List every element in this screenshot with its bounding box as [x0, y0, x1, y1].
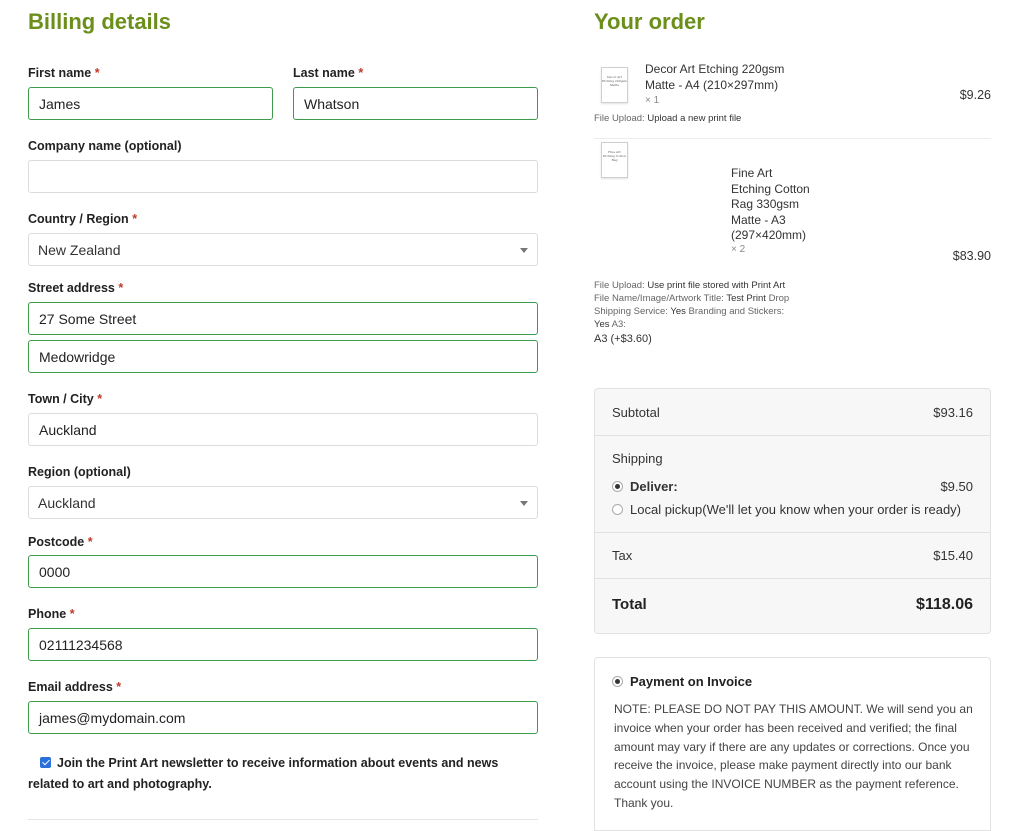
payment-methods [594, 657, 991, 831]
street-label: Street address * [28, 281, 124, 295]
shipping-option-deliver[interactable]: Deliver: $9.50 [612, 479, 973, 494]
product-name: Decor Art Etching 220gsm Matte - A4 (210×297mm) [645, 62, 785, 92]
divider [594, 138, 991, 139]
postcode-label: Postcode * [28, 535, 93, 549]
phone-input[interactable]: 02111234568 [28, 628, 538, 661]
tax-row: Tax $15.40 [612, 548, 973, 563]
divider [595, 435, 990, 436]
product-quantity: × 1 [645, 95, 660, 106]
payment-option-invoice[interactable]: Payment on Invoice [612, 674, 752, 689]
city-label: Town / City * [28, 392, 103, 406]
newsletter-label: Join the Print Art newsletter to receive information about events and news related to art and photography. [28, 756, 499, 791]
city-input[interactable]: Auckland [28, 413, 538, 446]
last-name-input[interactable]: Whatson [293, 87, 538, 120]
product-meta: File Upload: Use print file stored with Print Art File Name/Image/Artwork Title: Test Print Drop Shipping Service: Yes Branding and Stickers: Yes A3: A3 (+$3.60) [594, 280, 790, 345]
email-input[interactable]: james@mydomain.com [28, 701, 538, 734]
email-label: Email address * [28, 680, 122, 694]
last-name-label: Last name * [293, 66, 364, 80]
region-select[interactable]: Auckland [28, 486, 538, 519]
newsletter-checkbox[interactable] [40, 757, 51, 768]
chevron-down-icon [520, 248, 528, 253]
company-label: Company name (optional) [28, 139, 182, 153]
country-label: Country / Region * [28, 212, 138, 226]
product-thumbnail: Fine Art Etching Cotton Rag [601, 142, 628, 178]
radio-selected-icon[interactable] [612, 481, 623, 492]
region-label: Region (optional) [28, 465, 131, 479]
subtotal-row: Subtotal $93.16 [612, 405, 973, 420]
product-price: $83.90 [952, 249, 991, 263]
payment-note: NOTE: PLEASE DO NOT PAY THIS AMOUNT. We will send you an invoice when your order has been received and verified; the final amount may vary if there are any updates or corrections. Once you receive the invoice, please make payment directly into our bank account using the INVOICE NUMBER as the payment reference. Thank you. [614, 702, 973, 810]
product-meta: File Upload: Upload a new print file [594, 113, 742, 124]
divider [595, 578, 990, 579]
product-name: Fine Art Etching Cotton Rag 330gsm Matte - A3 (297×420mm) [731, 166, 810, 242]
radio-selected-icon[interactable] [612, 676, 623, 687]
radio-icon[interactable] [612, 504, 623, 515]
total-row: Total $118.06 [612, 596, 973, 613]
chevron-down-icon [520, 501, 528, 506]
product-thumbnail: Decor Art Etching 220gsm Matte [601, 67, 628, 103]
newsletter-option [28, 753, 540, 795]
order-title: Your order [594, 9, 705, 34]
order-totals [594, 388, 991, 634]
street-line2-input[interactable]: Medowridge [28, 340, 538, 373]
first-name-label: First name * [28, 66, 100, 80]
billing-title: Billing details [28, 9, 172, 34]
postcode-input[interactable]: 0000 [28, 555, 538, 588]
phone-label: Phone * [28, 607, 75, 621]
street-line1-input[interactable]: 27 Some Street [28, 302, 538, 335]
divider [595, 532, 990, 533]
product-quantity: × 2 [731, 244, 746, 255]
product-price: $9.26 [959, 88, 991, 102]
company-input[interactable] [28, 160, 538, 193]
shipping-option-pickup[interactable]: Local pickup(We'll let you know when your order is ready) [612, 502, 973, 517]
shipping-label: Shipping [612, 451, 663, 466]
country-select[interactable]: New Zealand [28, 233, 538, 266]
divider [28, 819, 538, 820]
first-name-input[interactable]: James [28, 87, 273, 120]
